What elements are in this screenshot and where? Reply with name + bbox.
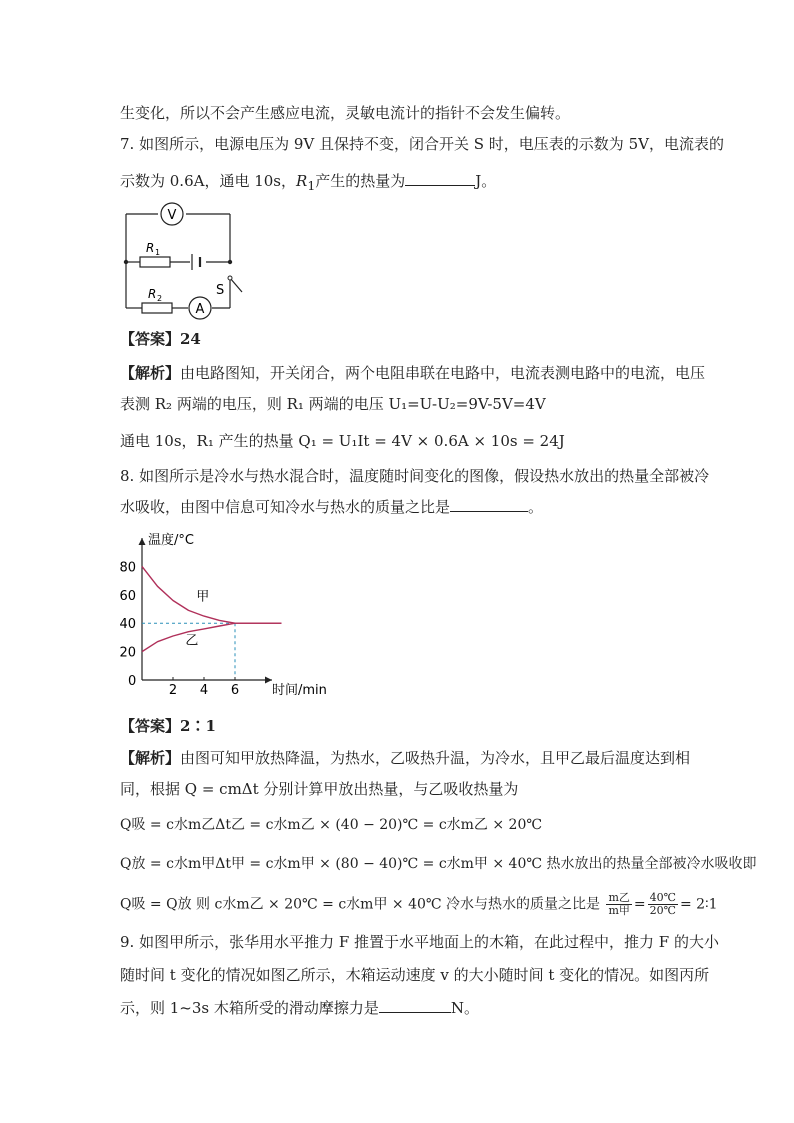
question-9-line-3 [120, 997, 479, 1019]
junction-right [228, 260, 232, 264]
x-tick-label: 4 [199, 683, 209, 698]
r1-label: R [146, 241, 155, 255]
voltmeter-label: V [167, 208, 177, 223]
q7-r: R [296, 172, 308, 190]
explanation-tag: 【解析】 [120, 364, 181, 382]
series-label-cold: 乙 [185, 633, 199, 649]
explanation-text: 由图可知甲放热降温，为热水，乙吸热升温，为冷水，且甲乙最后温度达到相 [180, 749, 691, 767]
q9-text: 示，则 1~3s 木箱所受的滑动摩擦力是 [120, 999, 379, 1017]
q8-text: 水吸收，由图中信息可知冷水与热水的质量之比是 [120, 498, 451, 516]
x-axis-label: 时间/min [272, 683, 327, 698]
explanation-7-line-1 [120, 362, 705, 384]
question-7-line-2 [120, 170, 496, 197]
question-9-line-1: 9. 如图甲所示，张华用水平推力 F 推置于水平地面上的木箱，在此过程中，推力 F 的大小 [120, 933, 719, 951]
r2-sub: 2 [157, 294, 163, 303]
explanation-8-line-2: 同，根据 Q = cmΔt 分别计算甲放出热量，与乙吸收热量为 [120, 780, 519, 798]
ammeter-label: A [195, 302, 205, 317]
ratio-result: = 2∶1 [679, 896, 718, 913]
r2-label: R [148, 287, 157, 301]
r1-sub: 1 [155, 248, 161, 257]
mass-fraction: $\frac{\text{m乙}}{\text{m甲}}$ [608, 891, 630, 917]
equation-q-absorb: Q吸 = c水m乙Δt乙 = c水m乙 × (40 − 20)℃ = c水m乙 × 20℃ [120, 817, 543, 833]
q7-text: 示数为 0.6A，通电 10s， [120, 172, 297, 190]
y-axis-label: 温度/°C [148, 533, 194, 548]
temp-fraction: $\frac{40℃}{20℃}$ [649, 891, 676, 917]
answer-blank[interactable] [405, 171, 475, 186]
answer-blank[interactable] [379, 998, 451, 1013]
answer-blank[interactable] [450, 497, 528, 512]
q8-end: 。 [528, 498, 544, 516]
answer-7: 【答案】24 [120, 330, 201, 348]
junction-left [124, 260, 128, 264]
y-tick-label: 20 [119, 645, 136, 661]
question-7-line-1: 7. 如图所示，电源电压为 9V 且保持不变，闭合开关 S 时，电压表的示数为 5V，电流表的 [120, 135, 724, 153]
switch-label: S [216, 283, 225, 298]
origin-label: 0 [128, 674, 137, 689]
series-label-hot: 甲 [196, 589, 210, 605]
x-tick-label: 6 [230, 683, 240, 698]
explanation-text: 由电路图知，开关闭合，两个电阻串联在电路中，电流表测电路中的电流，电压 [180, 364, 706, 382]
q7-unit: J。 [475, 172, 497, 190]
explanation-tag: 【解析】 [120, 749, 181, 767]
switch-pivot [228, 276, 232, 280]
explanation-7-line-2: 表测 R₂ 两端的电压，则 R₁ 两端的电压 U₁=U-U₂=9V-5V=4V [120, 395, 546, 413]
answer-8: 【答案】2∶1 [120, 717, 216, 735]
question-9-line-2: 随时间 t 变化的情况如图乙所示，木箱运动速度 v 的大小随时间 t 变化的情况。如图丙所 [120, 966, 710, 984]
question-8-line-1: 8. 如图所示是冷水与热水混合时，温度随时间变化的图像，假设热水放出的热量全部被冷 [120, 467, 710, 485]
explanation-8-line-1 [120, 747, 690, 769]
explanation-7-line-3: 通电 10s，R₁ 产生的热量 Q₁ = U₁It = 4V × 0.6A × 10s = 24J [120, 432, 565, 450]
q7-r-sub: 1 [307, 178, 316, 193]
series-line-hot [142, 566, 282, 623]
series-line-cold [142, 623, 282, 651]
question-8-line-2 [120, 496, 543, 518]
x-tick-label: 2 [168, 683, 178, 698]
text-line: 生变化，所以不会产生感应电流，灵敏电流计的指针不会发生偏转。 [120, 104, 571, 122]
y-tick-label: 60 [119, 588, 136, 604]
circuit-diagram [118, 200, 258, 325]
y-tick-label: 40 [119, 617, 136, 633]
resistor-r2 [142, 303, 172, 313]
equation-q-release: Q放 = c水m甲Δt甲 = c水m甲 × (80 − 40)℃ = c水m甲 × 40℃ 热水放出的热量全部被冷水吸收即 [120, 856, 757, 872]
y-tick-label: 80 [119, 560, 136, 576]
ratio-text: Q吸 = Q放 则 c水m乙 × 20℃ = c水m甲 × 40℃ 冷水与热水的质量之比是 [120, 896, 601, 913]
temperature-chart [112, 528, 342, 698]
q7-text-post: 产生的热量为 [315, 172, 406, 190]
q9-unit: N。 [450, 999, 480, 1017]
equation-ratio: Q吸 = Q放 则 c水m乙 × 20℃ = c水m甲 × 40℃ 冷水与热水的质量之比是 $\frac{\text{m乙}}{\text{m甲}}$ = $\frac{40℃}{20℃}$ = 2∶1 [120, 891, 718, 917]
resistor-r1 [140, 257, 170, 267]
